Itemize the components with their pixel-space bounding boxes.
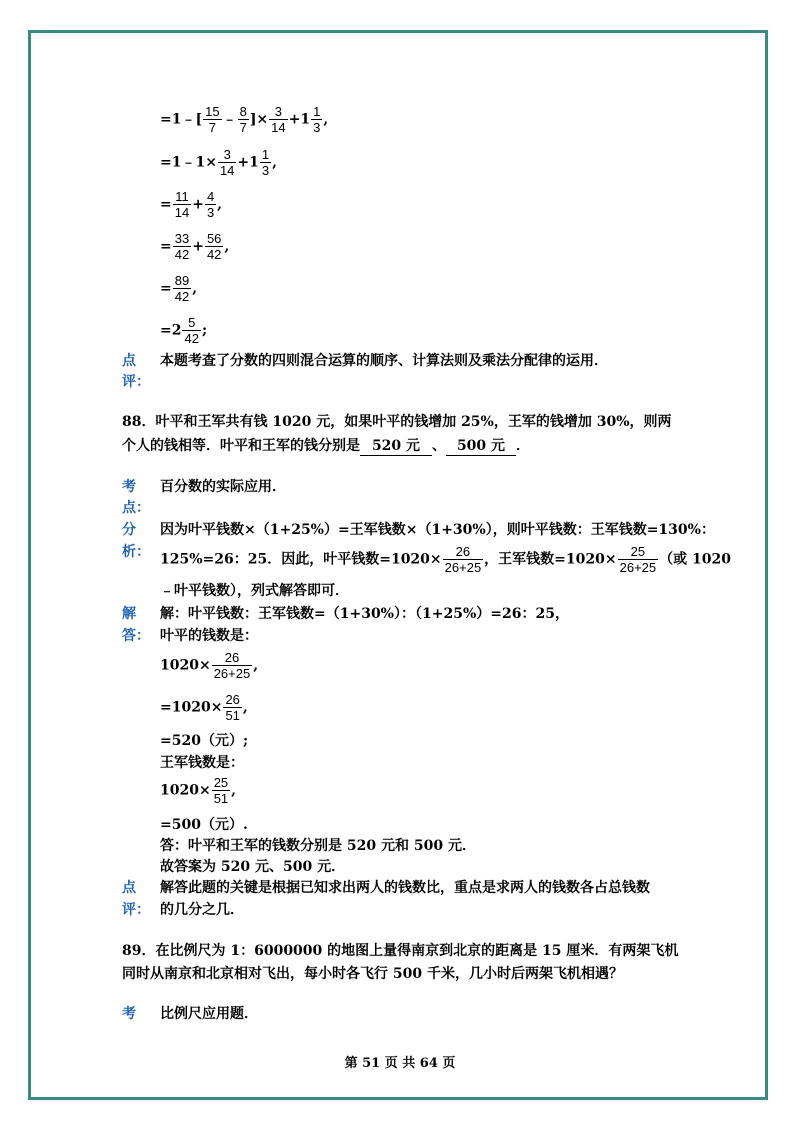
comment-88-line-1: 解答此题的关键是根据已知求出两人的钱数比，重点是求两人的钱数各占总钱数 [160,880,650,896]
fraction: $\frac{5}{42}$ [184,315,199,346]
answer-statement: 答：叶平和王军的钱数分别是 520 元和 500 元． [160,838,476,854]
fraction: $\frac{4}{3}$ [206,189,215,220]
question-89-line-1: 89．在比例尺为 1：6000000 的地图上量得南京到北京的距离是 15 厘米．有两架飞机 [122,943,679,959]
solution-step-6: =2 $\frac{5}{42}$ ; [160,315,208,346]
question-89-line-2: 同时从南京和北京相对飞出，每小时各飞行 500 千米，几小时后两架飞机相遇？ [122,966,623,982]
analysis-line-3: ﹣叶平钱数），列式解答即可． [160,583,349,599]
fraction: $\frac{89}{42}$ [174,273,190,304]
comment-text: 本题考查了分数的四则混合运算的顺序、计算法则及乘法分配律的运用． [160,353,608,369]
analysis-label: 分 [122,522,136,538]
fraction: $\frac{1}{3}$ [313,104,321,135]
fraction: $\frac{8}{7}$ [239,104,247,135]
answer-label-2: 答： [122,628,150,644]
analysis-line-2: 125%=26：25．因此，叶平钱数=1020× $\frac{26}{26+25}$ ，王军钱数=1020× $\frac{25}{26+25}$ （或 1020 [160,544,731,575]
fraction: $\frac{26}{26+25}$ [213,650,251,681]
fraction: $\frac{25}{51}$ [213,775,229,806]
answer-line-wangjun: 王军钱数是： [160,755,244,771]
answer-line-2: 叶平的钱数是： [160,628,258,644]
solution-step-3: = $\frac{11}{14}$ + $\frac{4}{3}$ , [160,189,223,220]
comment-88-line-2: 的几分之几． [160,902,244,918]
solution-step-4: = $\frac{33}{42}$ + $\frac{56}{42}$ , [160,231,230,262]
answer-step-5: =500（元）. [160,817,248,833]
solution-step-5: = $\frac{89}{42}$ , [160,273,198,304]
page-footer: 第 51 页 共 64 页 [344,1056,456,1071]
comment-label-88: 点 [122,880,136,896]
answer-step-1: 1020× $\frac{26}{26+25}$ , [160,650,259,681]
kaodian-text: 百分数的实际应用． [160,479,286,495]
answer-line-1: 解：叶平钱数：王军钱数=（1+30%）：（1+25%）=26：25， [160,606,569,622]
fraction: $\frac{26}{26+25}$ [444,544,482,575]
solution-step-2: =1﹣1× $\frac{3}{14}$ +1 $\frac{1}{3}$ , [160,147,278,178]
answer-blank-1: 520 元 [360,437,432,456]
answer-final: 故答案为 520 元、500 元． [160,859,346,875]
answer-step-4: 1020× $\frac{25}{51}$ , [160,775,237,806]
fraction: $\frac{11}{14}$ [174,189,190,220]
fraction: $\frac{33}{42}$ [174,231,190,262]
fraction: $\frac{56}{42}$ [206,231,222,262]
kaodian-label-2: 点： [122,500,150,516]
fraction: $\frac{3}{14}$ [219,147,235,178]
kaodian-text-89: 比例尺应用题． [160,1006,258,1022]
fraction: $\frac{3}{14}$ [271,104,286,135]
kaodian-label-89: 考 [122,1006,136,1022]
answer-step-2: =1020× $\frac{26}{51}$ , [160,692,248,723]
comment-label: 点 [122,353,136,369]
comment-label-88-2: 评： [122,902,150,918]
answer-blank-2: 500 元 [446,437,516,456]
fraction: $\frac{15}{7}$ [205,104,220,135]
answer-label: 解 [122,606,136,622]
kaodian-label: 考 [122,479,136,495]
solution-step-1: =1﹣[ $\frac{15}{7}$ ﹣ $\frac{8}{7}$ ]× $\frac{3}{14}$ +1 $\frac{1}{3}$ , [160,104,329,135]
fraction: $\frac{26}{51}$ [225,692,240,723]
comment-label-2: 评： [122,374,150,390]
question-88-line-1: 88．叶平和王军共有钱 1020 元，如果叶平的钱增加 25%，王军的钱增加 30%，则两 [122,414,672,430]
answer-step-3: =520（元）; [160,733,249,749]
fraction: $\frac{1}{3}$ [261,147,270,178]
question-88-line-2: 个人的钱相等．叶平和王军的钱分别是 520 元 、 500 元 ． [122,438,530,454]
fraction: $\frac{25}{26+25}$ [619,544,657,575]
analysis-line-1: 因为叶平钱数×（1+25%）=王军钱数×（1+30%），则叶平钱数：王军钱数=130%： [160,522,715,538]
analysis-label-2: 析： [122,544,150,560]
